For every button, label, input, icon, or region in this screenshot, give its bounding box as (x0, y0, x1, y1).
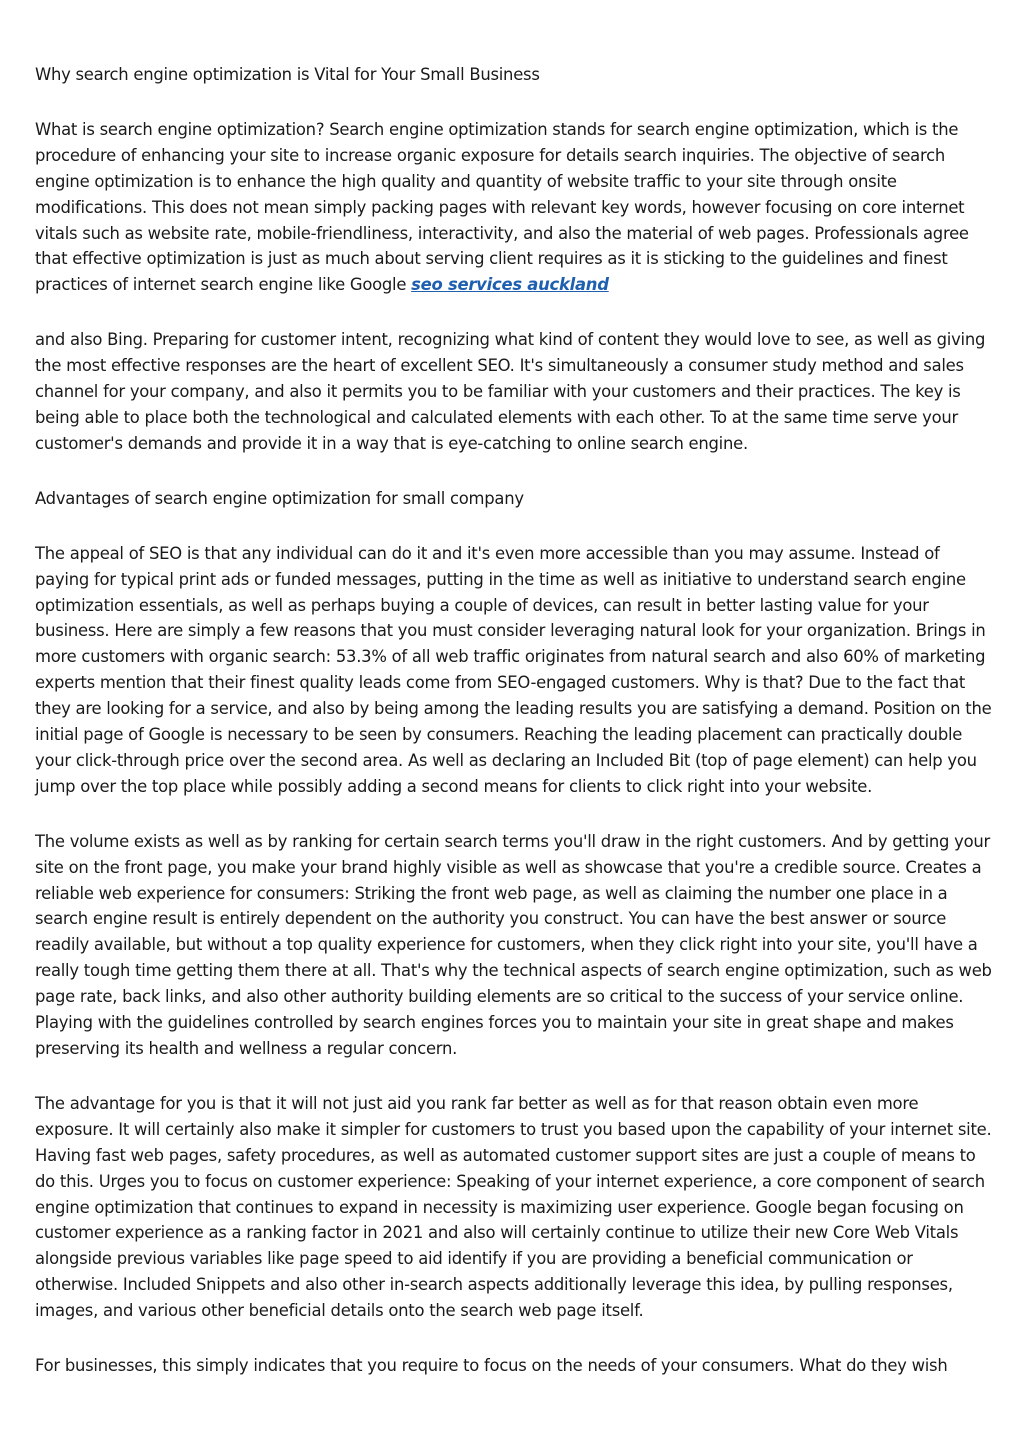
document-title: Why search engine optimization is Vital for Your Small Business (35, 65, 540, 84)
paragraph-appeal-of-seo: The appeal of SEO is that any individual can do it and it's even more accessible than you may assume. Instead of paying for typical print ads or funded messages, putting in the time as well as initiative to understand search engine optimization essentials, as well as perhaps buying a couple of devices, can result in better lasting value for your business. Here are simply a few reasons that you must consider leveraging natural look for your organization. Brings in more customers with organic search: 53.3% of all web traffic originates from natural search and also 60% of marketing experts mention that their finest quality leads come from SEO-engaged customers. Why is that? Due to the fact that they are looking for a service, and also by being among the leading results you are satisfying a demand. Position on the initial page of Google is necessary to be seen by consumers. Reaching the leading placement can practically double your click-through price over the second area. As well as declaring an Included Bit (top of page element) can help you jump over the top place while possibly adding a second means for clients to click right into your website. (35, 543, 992, 796)
paragraph-what-is-seo-text: What is search engine optimization? Search engine optimization stands for search engine optimization, which is the procedure of enhancing your site to increase organic exposure for details search inquiries. The objective of search engine optimization is to enhance the high quality and quantity of website traffic to your site through onsite modifications. This does not mean simply packing pages with relevant key words, however focusing on core internet vitals such as website rate, mobile-friendliness, interactivity, and also the material of web pages. Professionals agree that effective optimization is just as much about serving client requires as it is sticking to the guidelines and finest practices of internet search engine like Google (35, 119, 969, 295)
paragraph-what-is-seo (35, 117, 995, 298)
paragraph-businesses-needs: For businesses, this simply indicates that you require to focus on the needs of your consumers. What do they wish (35, 1356, 948, 1376)
paragraph-volume-ranking: The volume exists as well as by ranking for certain search terms you'll draw in the right customers. And by getting your site on the front page, you make your brand highly visible as well as showcase that you're a credible source. Creates a reliable web experience for consumers: Striking the front web page, as well as claiming the number one place in a search engine result is entirely dependent on the authority you construct. You can have the best answer or source readily available, but without a top quality experience for customers, when they click right into your site, you'll have a really tough time getting them there at all. That's why the technical aspects of search engine optimization, such as web page rate, back links, and also other authority building elements are so critical to the success of your service online. Playing with the guidelines controlled by search engines forces you to maintain your site in great shape and makes preserving its health and wellness a regular concern. (35, 831, 992, 1058)
document-body (35, 62, 995, 1379)
paragraph-bing-intent: and also Bing. Preparing for customer intent, recognizing what kind of content they would love to see, as well as giving the most effective responses are the heart of excellent SEO. It's simultaneously a consumer study method and sales channel for your company, and also it permits you to be familiar with your customers and their practices. The key is being able to place both the technological and calculated elements with each other. To at the same time serve your customer's demands and provide it in a way that is eye-catching to online search engine. (35, 330, 986, 453)
seo-services-auckland-link[interactable]: seo services auckland (411, 275, 609, 295)
paragraph-advantage-exposure: The advantage for you is that it will not just aid you rank far better as well as for that reason obtain even more exposure. It will certainly also make it simpler for customers to trust you based upon the capability of your internet site. Having fast web pages, safety procedures, as well as automated customer support sites are just a couple of means to do this. Urges you to focus on customer experience: Speaking of your internet experience, a core component of search engine optimization that continues to expand in necessity is maximizing user experience. Google began focusing on customer experience as a ranking factor in 2021 and also will certainly continue to utilize their new Core Web Vitals alongside previous variables like page speed to aid identify if you are providing a beneficial communication or otherwise. Included Snippets and also other in-search aspects additionally leverage this idea, by pulling responses, images, and various other beneficial details onto the search web page itself. (35, 1093, 992, 1321)
section-heading-advantages: Advantages of search engine optimization for small company (35, 488, 524, 508)
